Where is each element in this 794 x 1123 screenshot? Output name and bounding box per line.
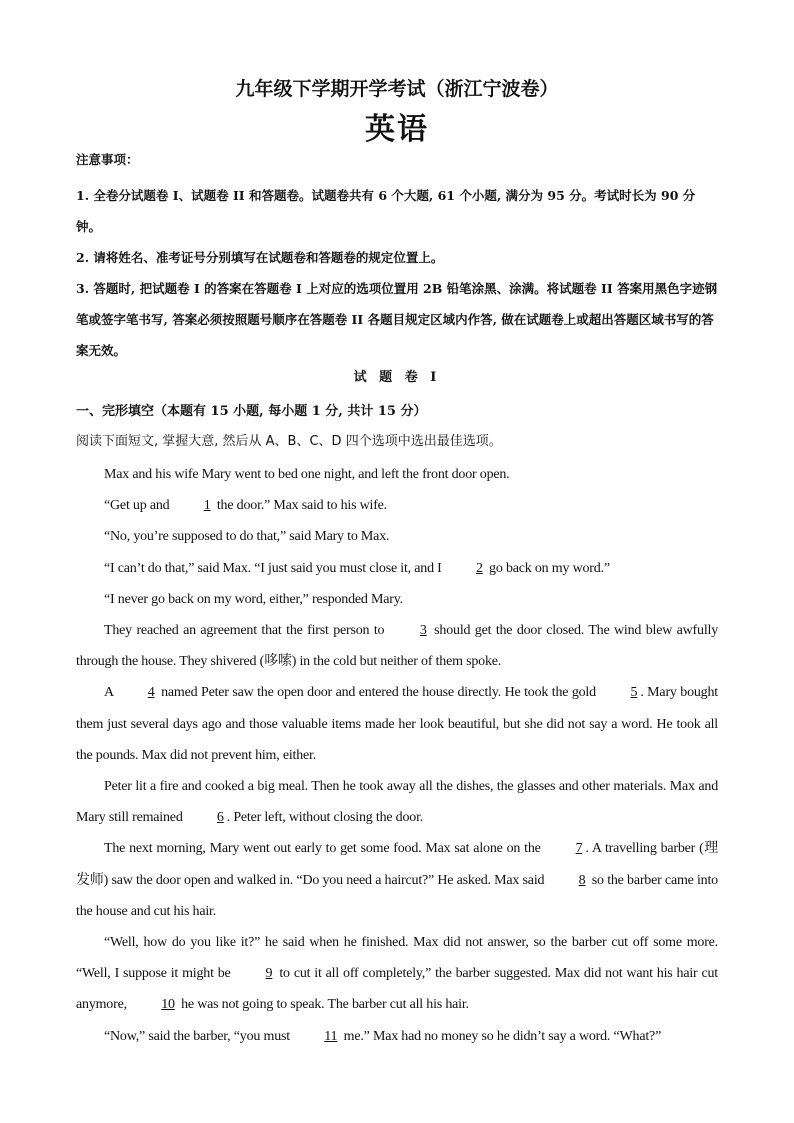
note-item-1: 1. 全卷分试题卷 I、试题卷 II 和答题卷。试题卷共有 6 个大题, 61 个小题, 满分为 95 分。考试时长为 90 分钟。 (76, 188, 696, 234)
passage-paragraph: “I never go back on my word, either,” responded Mary. (104, 591, 403, 607)
passage-paragraph: “Now,” said the barber, “you must 11 me.” Max had no money so he didn’t say a word. “What?” (76, 1021, 718, 1052)
blank-6: 6 (216, 810, 224, 826)
blank-3: 3 (419, 623, 427, 639)
section-title: 一、完形填空（本题有 15 小题, 每小题 1 分, 共计 15 分） (76, 404, 427, 419)
notes-heading: 注意事项： (76, 152, 139, 167)
passage-paragraph: “Get up and 1 the door.” Max said to his wife. (76, 490, 718, 521)
exam-title: 九年级下学期开学考试（浙江宁波卷） (235, 78, 559, 100)
section-instruction: 阅读下面短文, 掌握大意, 然后从 A、B、C、D 四个选项中选出最佳选项。 (76, 434, 502, 449)
paper-title: 试 题 卷 I (353, 370, 441, 385)
blank-9: 9 (265, 966, 273, 982)
blank-2: 2 (475, 560, 483, 576)
subject-title: 英语 (365, 112, 429, 147)
passage-paragraph: Max and his wife Mary went to bed one night, and left the front door open. (104, 467, 510, 482)
passage-paragraph: Peter lit a fire and cooked a big meal. Then he took away all the dishes, the glasses and other materials. Max and Mary still remained 6 . Peter left, without closing the door. (76, 771, 718, 833)
cloze-passage (76, 459, 718, 1052)
passage-paragraph: They reached an agreement that the first person to 3 should get the door closed. The wind blew awfully through the house. They shivered (哆嗦) in the cold but neither of them spoke. (76, 615, 718, 677)
passage-paragraph: A 4 named Peter saw the open door and entered the house directly. He took the gold 5 . Mary bought them just several days ago and those valuable items made her look beautiful, but she did not say a word. He took all the pounds. Max did not prevent him, either. (76, 677, 718, 771)
passage-paragraph: “I can’t do that,” said Max. “I just said you must close it, and I 2 go back on my word.” (76, 553, 718, 584)
blank-4: 4 (147, 685, 155, 701)
exam-notes (76, 150, 718, 366)
passage-paragraph: The next morning, Mary went out early to get some food. Max sat alone on the 7 . A travelling barber (理发师) saw the door open and walked in. “Do you need a haircut?” He asked. Max said 8 so the barber came into the house and cut his hair. (76, 833, 718, 927)
note-item-3: 3. 答题时, 把试题卷 I 的答案在答题卷 I 上对应的选项位置用 2B 铅笔涂黑、涂满。将试题卷 II 答案用黑色字迹钢笔或签字笔书写, 答案必须按照题号顺序在答题卷 II 各题目规定区域内作答, 做在试题卷上或超出答题区域书写的答案无效。 (76, 281, 718, 358)
note-item-2: 2. 请将姓名、准考证号分别填写在试题卷和答题卷的规定位置上。 (76, 250, 444, 265)
blank-7: 7 (575, 841, 583, 857)
passage-paragraph: “Well, how do you like it?” he said when he finished. Max did not answer, so the barber cut off some more. “Well, I suppose it might be 9 to cut it all off completely,” the barber suggested. Max did not want his hair cut anymore, 10 he was not going to speak. The barber cut all his hair. (76, 927, 718, 1021)
blank-10: 10 (161, 997, 175, 1013)
blank-8: 8 (578, 872, 586, 888)
blank-5: 5 (630, 685, 638, 701)
blank-11: 11 (324, 1028, 338, 1044)
passage-paragraph: “No, you’re supposed to do that,” said Mary to Max. (104, 529, 390, 545)
blank-1: 1 (203, 498, 211, 514)
